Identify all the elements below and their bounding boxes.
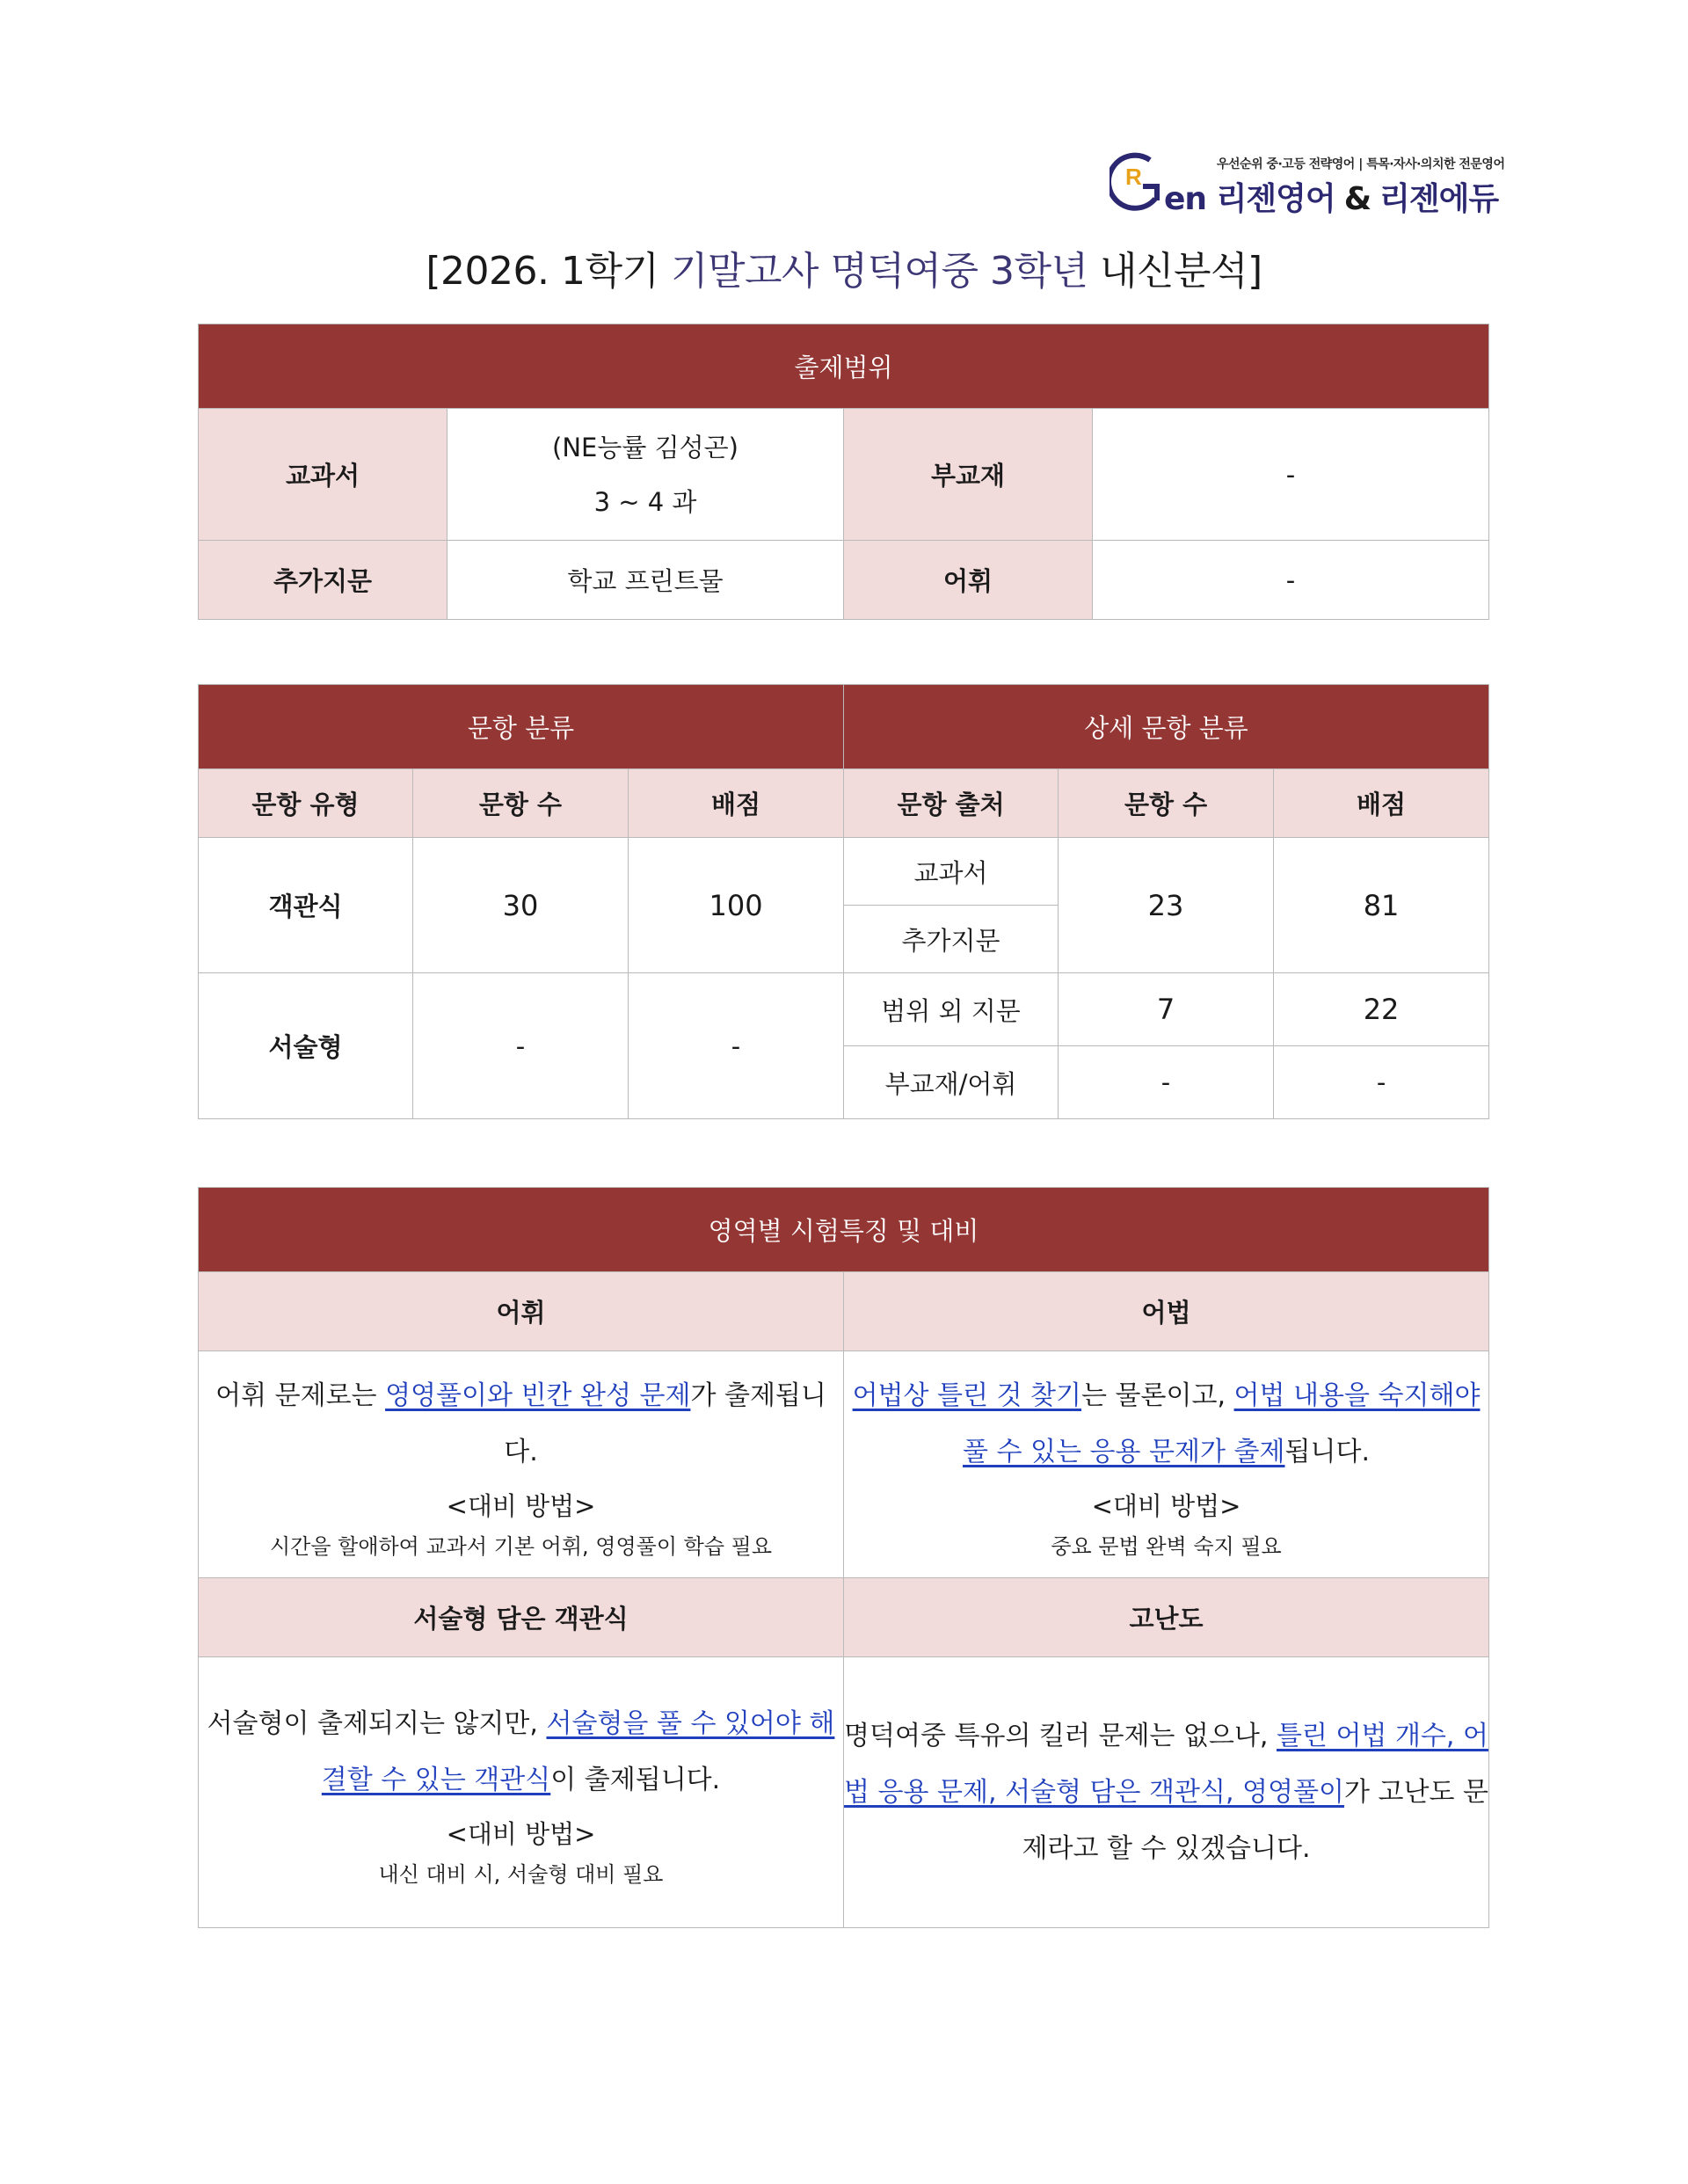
textbook-line2: 3 ~ 4 과 xyxy=(593,486,697,517)
vocab-t2: 가 출제됩니다. xyxy=(504,1380,826,1467)
grammar-t2: 됩니다. xyxy=(1284,1436,1370,1467)
logo-tagline: 우선순위 중·고등 전략영어 | 특목·자사·의치한 전문영어 xyxy=(1217,157,1505,171)
essay-text xyxy=(199,1696,843,1809)
vocab-u1: 영영풀이와 빈칸 완성 문제 xyxy=(385,1380,691,1411)
title-close: 내신분석] xyxy=(1088,249,1262,294)
vocab-label: 어휘 xyxy=(844,541,1093,620)
vocab-prep-label: <대비 방법> xyxy=(446,1490,596,1521)
vocab-text xyxy=(199,1368,843,1481)
vocab-value: - xyxy=(1093,541,1489,620)
page-title xyxy=(0,239,1688,295)
logo-mark-icon xyxy=(1110,148,1166,216)
extra-value: 학교 프린트물 xyxy=(447,541,844,620)
title-open: [2026. 1학기 xyxy=(426,249,671,294)
logo-name xyxy=(1164,174,1498,219)
difficulty-text xyxy=(844,1708,1488,1877)
logo-name-a: en 리젠영어 xyxy=(1164,181,1335,217)
src-textbook: 교과서 xyxy=(844,838,1059,906)
vocab-head: 어휘 xyxy=(199,1272,844,1351)
header-source: 문항 출처 xyxy=(844,769,1059,838)
grammar-text xyxy=(844,1368,1488,1481)
grammar-head: 어법 xyxy=(844,1272,1489,1351)
grammar-t1: 는 물론이고, xyxy=(1081,1380,1234,1411)
grammar-prep-label: <대비 방법> xyxy=(1091,1490,1241,1521)
textbook-line1: (NE능률 김성곤) xyxy=(552,432,738,462)
sa-count: - xyxy=(413,973,629,1119)
subtext-label: 부교재 xyxy=(844,409,1093,541)
items-table xyxy=(198,684,1489,1119)
grammar-desc xyxy=(844,1351,1489,1578)
vocab-desc xyxy=(199,1351,844,1578)
difficulty-u1: 틀린 어법 개수, 어법 응용 문제, 서술형 담은 객관식, 영영풀이 xyxy=(844,1720,1488,1808)
header-count: 문항 수 xyxy=(413,769,629,838)
difficulty-t1: 명덕여중 특유의 킬러 문제는 없으나, xyxy=(844,1720,1277,1751)
src-out-score: 22 xyxy=(1274,973,1489,1046)
subtext-value: - xyxy=(1093,409,1489,541)
title-highlight: 기말고사 명덕여중 3학년 xyxy=(670,249,1088,294)
src-out: 범위 외 지문 xyxy=(844,973,1059,1046)
src-sub: 부교재/어휘 xyxy=(844,1046,1059,1119)
extra-label: 추가지문 xyxy=(199,541,447,620)
features-band: 영역별 시험특징 및 대비 xyxy=(199,1188,1489,1272)
src-out-count: 7 xyxy=(1059,973,1274,1046)
vocab-prep: 시간을 할애하여 교과서 기본 어휘, 영영풀이 학습 필요 xyxy=(269,1533,773,1559)
items-band-right: 상세 문항 분류 xyxy=(844,685,1489,769)
logo-name-b: 리젠에듀 xyxy=(1379,181,1499,217)
essay-t2: 이 출제됩니다. xyxy=(550,1764,721,1795)
grammar-u2: 어법 내용을 숙지해야 풀 수 있는 응용 문제가 출제 xyxy=(963,1380,1481,1467)
logo-amp: & xyxy=(1343,181,1372,217)
difficulty-desc xyxy=(844,1657,1489,1928)
sa-label: 서술형 xyxy=(199,973,413,1119)
textbook-label: 교과서 xyxy=(199,409,447,541)
difficulty-t2: 가 고난도 문제라고 할 수 있겠습니다. xyxy=(1022,1776,1488,1864)
header-score: 배점 xyxy=(629,769,844,838)
textbook-value xyxy=(447,409,844,541)
src-sub-count: - xyxy=(1059,1046,1274,1119)
essay-t1: 서술형이 출제되지는 않지만, xyxy=(207,1707,547,1739)
src-main-score: 81 xyxy=(1274,838,1489,973)
essay-desc xyxy=(199,1657,844,1928)
grammar-prep: 중요 문법 완벽 숙지 필요 xyxy=(1051,1533,1282,1559)
grammar-u1: 어법상 틀린 것 찾기 xyxy=(852,1380,1082,1411)
scope-band: 출제범위 xyxy=(199,324,1489,409)
brand-logo xyxy=(1110,148,1505,217)
essay-u1: 서술형을 풀 수 있어야 해결할 수 있는 객관식 xyxy=(321,1707,835,1795)
mc-score: 100 xyxy=(629,838,844,973)
essay-head: 서술형 담은 객관식 xyxy=(199,1578,844,1657)
header-source-score: 배점 xyxy=(1274,769,1489,838)
mc-label: 객관식 xyxy=(199,838,413,973)
items-band-left: 문항 분류 xyxy=(199,685,844,769)
src-sub-score: - xyxy=(1274,1046,1489,1119)
essay-prep-label: <대비 방법> xyxy=(446,1818,596,1849)
vocab-t1: 어휘 문제로는 xyxy=(215,1380,386,1411)
essay-prep: 내신 대비 시, 서술형 대비 필요 xyxy=(378,1861,664,1887)
header-source-count: 문항 수 xyxy=(1059,769,1274,838)
header-type: 문항 유형 xyxy=(199,769,413,838)
features-table xyxy=(198,1187,1489,1928)
sa-score: - xyxy=(629,973,844,1119)
mc-count: 30 xyxy=(413,838,629,973)
scope-table xyxy=(198,324,1489,620)
src-extra: 추가지문 xyxy=(844,906,1059,973)
difficulty-head: 고난도 xyxy=(844,1578,1489,1657)
src-main-count: 23 xyxy=(1059,838,1274,973)
logo-mark-r: R xyxy=(1125,164,1142,190)
